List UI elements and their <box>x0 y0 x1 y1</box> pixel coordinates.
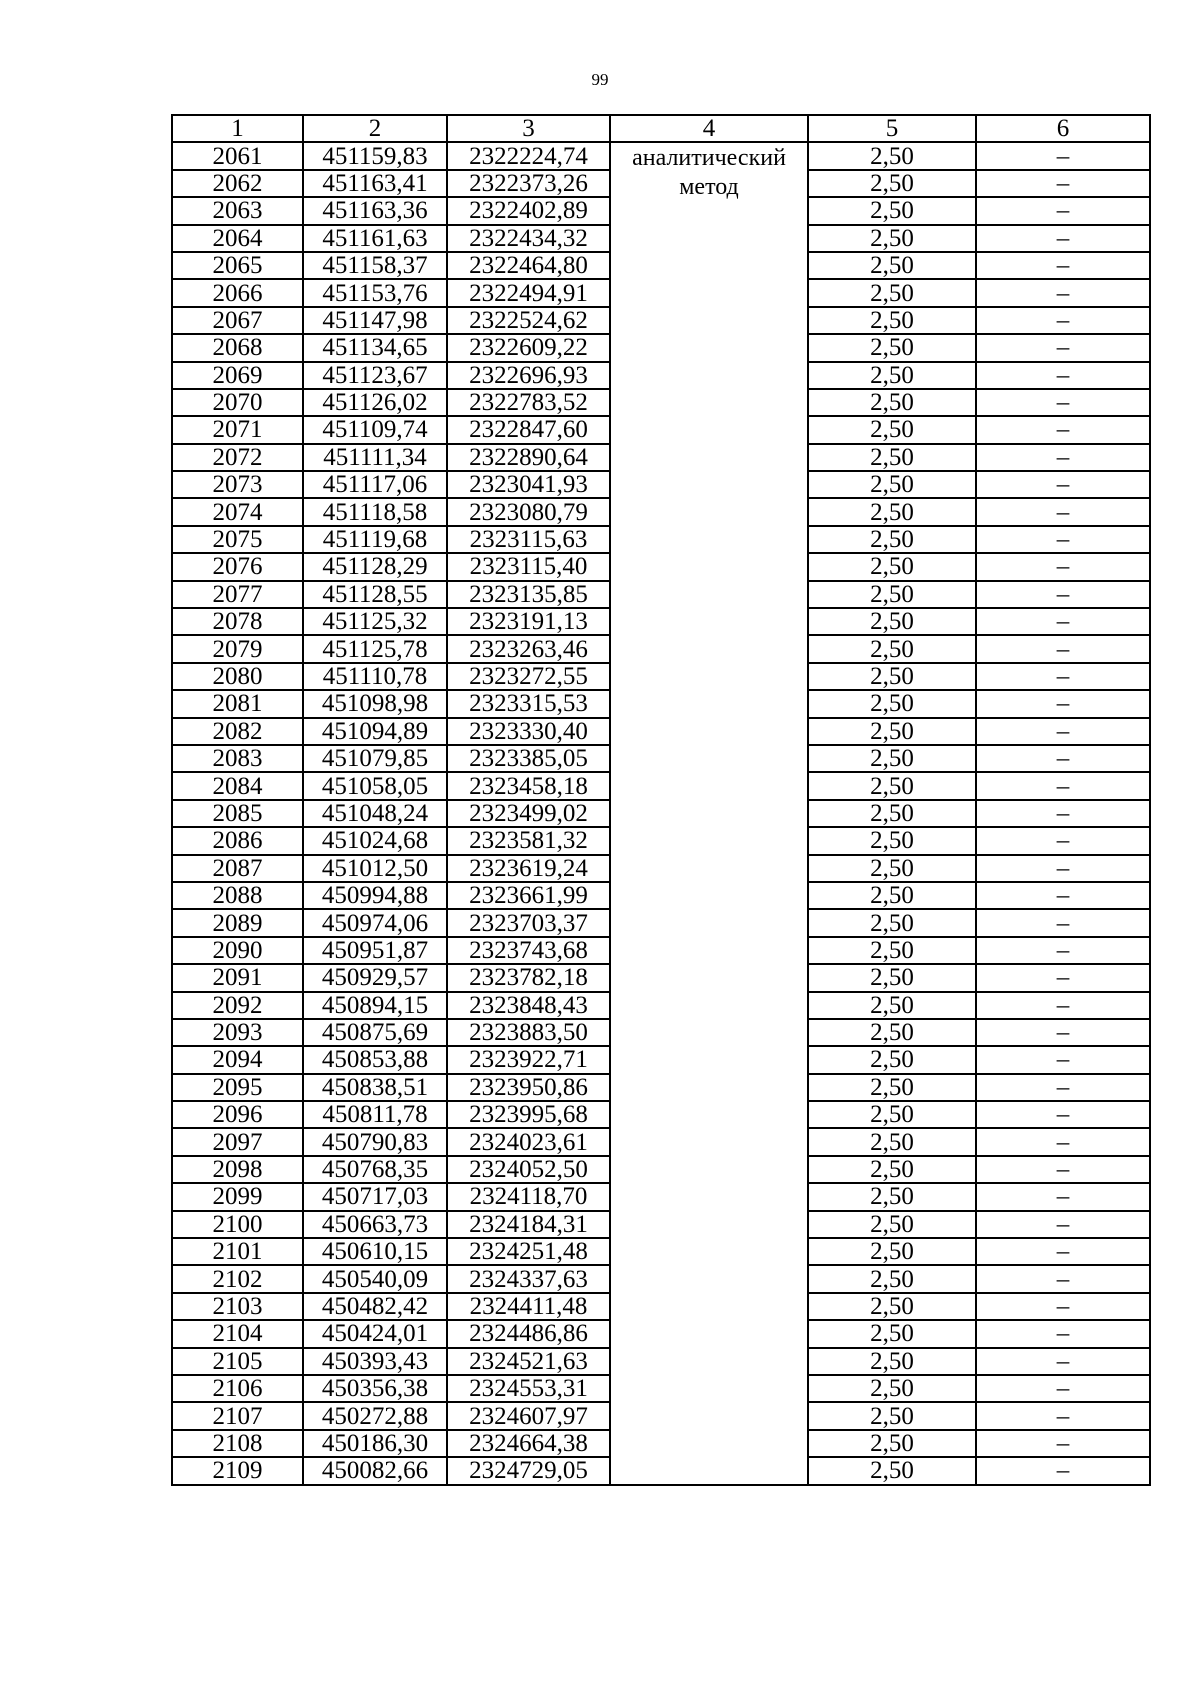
notes-cell: – <box>976 170 1150 197</box>
point-number-cell: 2068 <box>172 334 303 361</box>
notes-cell: – <box>976 827 1150 854</box>
notes-cell: – <box>976 718 1150 745</box>
point-number-cell: 2071 <box>172 416 303 443</box>
notes-cell: – <box>976 225 1150 252</box>
accuracy-cell: 2,50 <box>808 225 976 252</box>
x-coordinate-cell: 450186,30 <box>303 1430 447 1457</box>
point-number-cell: 2102 <box>172 1265 303 1292</box>
accuracy-cell: 2,50 <box>808 1101 976 1128</box>
accuracy-cell: 2,50 <box>808 1402 976 1429</box>
point-number-cell: 2097 <box>172 1128 303 1155</box>
accuracy-cell: 2,50 <box>808 1156 976 1183</box>
x-coordinate-cell: 450875,69 <box>303 1019 447 1046</box>
accuracy-cell: 2,50 <box>808 1430 976 1457</box>
point-number-cell: 2100 <box>172 1211 303 1238</box>
accuracy-cell: 2,50 <box>808 334 976 361</box>
x-coordinate-cell: 451125,78 <box>303 635 447 662</box>
x-coordinate-cell: 451128,29 <box>303 553 447 580</box>
point-number-cell: 2086 <box>172 827 303 854</box>
point-number-cell: 2099 <box>172 1183 303 1210</box>
y-coordinate-cell: 2324337,63 <box>447 1265 610 1292</box>
point-number-cell: 2074 <box>172 498 303 525</box>
accuracy-cell: 2,50 <box>808 362 976 389</box>
y-coordinate-cell: 2324251,48 <box>447 1238 610 1265</box>
notes-cell: – <box>976 1320 1150 1347</box>
accuracy-cell: 2,50 <box>808 608 976 635</box>
point-number-cell: 2087 <box>172 855 303 882</box>
accuracy-cell: 2,50 <box>808 416 976 443</box>
point-number-cell: 2091 <box>172 964 303 991</box>
x-coordinate-cell: 451110,78 <box>303 663 447 690</box>
y-coordinate-cell: 2324184,31 <box>447 1211 610 1238</box>
x-coordinate-cell: 451126,02 <box>303 389 447 416</box>
y-coordinate-cell: 2323263,46 <box>447 635 610 662</box>
accuracy-cell: 2,50 <box>808 909 976 936</box>
point-number-cell: 2108 <box>172 1430 303 1457</box>
x-coordinate-cell: 451109,74 <box>303 416 447 443</box>
point-number-cell: 2063 <box>172 197 303 224</box>
x-coordinate-cell: 450994,88 <box>303 882 447 909</box>
coordinates-table <box>171 114 1151 1486</box>
y-coordinate-cell: 2324521,63 <box>447 1348 610 1375</box>
notes-cell: – <box>976 800 1150 827</box>
notes-cell: – <box>976 1348 1150 1375</box>
notes-cell: – <box>976 142 1150 169</box>
accuracy-cell: 2,50 <box>808 1238 976 1265</box>
point-number-cell: 2080 <box>172 663 303 690</box>
accuracy-cell: 2,50 <box>808 1128 976 1155</box>
point-number-cell: 2066 <box>172 279 303 306</box>
x-coordinate-cell: 450424,01 <box>303 1320 447 1347</box>
notes-cell: – <box>976 498 1150 525</box>
notes-cell: – <box>976 635 1150 662</box>
accuracy-cell: 2,50 <box>808 252 976 279</box>
point-number-cell: 2067 <box>172 307 303 334</box>
point-number-cell: 2079 <box>172 635 303 662</box>
x-coordinate-cell: 450717,03 <box>303 1183 447 1210</box>
notes-cell: – <box>976 1156 1150 1183</box>
point-number-cell: 2061 <box>172 142 303 169</box>
accuracy-cell: 2,50 <box>808 635 976 662</box>
x-coordinate-cell: 450610,15 <box>303 1238 447 1265</box>
accuracy-cell: 2,50 <box>808 827 976 854</box>
point-number-cell: 2084 <box>172 772 303 799</box>
accuracy-cell: 2,50 <box>808 1019 976 1046</box>
accuracy-cell: 2,50 <box>808 745 976 772</box>
point-number-cell: 2069 <box>172 362 303 389</box>
notes-cell: – <box>976 1402 1150 1429</box>
point-number-cell: 2075 <box>172 526 303 553</box>
accuracy-cell: 2,50 <box>808 855 976 882</box>
accuracy-cell: 2,50 <box>808 307 976 334</box>
y-coordinate-cell: 2323499,02 <box>447 800 610 827</box>
accuracy-cell: 2,50 <box>808 663 976 690</box>
accuracy-cell: 2,50 <box>808 1348 976 1375</box>
y-coordinate-cell: 2323330,40 <box>447 718 610 745</box>
y-coordinate-cell: 2323115,40 <box>447 553 610 580</box>
y-coordinate-cell: 2323743,68 <box>447 937 610 964</box>
accuracy-cell: 2,50 <box>808 937 976 964</box>
y-coordinate-cell: 2322847,60 <box>447 416 610 443</box>
notes-cell: – <box>976 1046 1150 1073</box>
y-coordinate-cell: 2322402,89 <box>447 197 610 224</box>
point-number-cell: 2070 <box>172 389 303 416</box>
notes-cell: – <box>976 252 1150 279</box>
accuracy-cell: 2,50 <box>808 526 976 553</box>
notes-cell: – <box>976 772 1150 799</box>
accuracy-cell: 2,50 <box>808 772 976 799</box>
x-coordinate-cell: 451163,36 <box>303 197 447 224</box>
point-number-cell: 2065 <box>172 252 303 279</box>
y-coordinate-cell: 2322373,26 <box>447 170 610 197</box>
point-number-cell: 2089 <box>172 909 303 936</box>
x-coordinate-cell: 450082,66 <box>303 1457 447 1484</box>
x-coordinate-cell: 450768,35 <box>303 1156 447 1183</box>
notes-cell: – <box>976 1019 1150 1046</box>
notes-cell: – <box>976 1375 1150 1402</box>
point-number-cell: 2088 <box>172 882 303 909</box>
column-header-6: 6 <box>976 115 1150 142</box>
y-coordinate-cell: 2323041,93 <box>447 471 610 498</box>
y-coordinate-cell: 2322494,91 <box>447 279 610 306</box>
x-coordinate-cell: 450663,73 <box>303 1211 447 1238</box>
y-coordinate-cell: 2322609,22 <box>447 334 610 361</box>
y-coordinate-cell: 2324486,86 <box>447 1320 610 1347</box>
accuracy-cell: 2,50 <box>808 389 976 416</box>
notes-cell: – <box>976 964 1150 991</box>
y-coordinate-cell: 2322696,93 <box>447 362 610 389</box>
y-coordinate-cell: 2323385,05 <box>447 745 610 772</box>
point-number-cell: 2107 <box>172 1402 303 1429</box>
notes-cell: – <box>976 937 1150 964</box>
x-coordinate-cell: 451128,55 <box>303 581 447 608</box>
column-header-4: 4 <box>610 115 808 142</box>
notes-cell: – <box>976 444 1150 471</box>
x-coordinate-cell: 451058,05 <box>303 772 447 799</box>
y-coordinate-cell: 2323922,71 <box>447 1046 610 1073</box>
accuracy-cell: 2,50 <box>808 718 976 745</box>
y-coordinate-cell: 2323848,43 <box>447 992 610 1019</box>
y-coordinate-cell: 2324118,70 <box>447 1183 610 1210</box>
notes-cell: – <box>976 690 1150 717</box>
x-coordinate-cell: 451161,63 <box>303 225 447 252</box>
point-number-cell: 2106 <box>172 1375 303 1402</box>
y-coordinate-cell: 2323191,13 <box>447 608 610 635</box>
accuracy-cell: 2,50 <box>808 964 976 991</box>
accuracy-cell: 2,50 <box>808 1211 976 1238</box>
notes-cell: – <box>976 581 1150 608</box>
notes-cell: – <box>976 1293 1150 1320</box>
y-coordinate-cell: 2322783,52 <box>447 389 610 416</box>
y-coordinate-cell: 2323782,18 <box>447 964 610 991</box>
x-coordinate-cell: 451119,68 <box>303 526 447 553</box>
notes-cell: – <box>976 334 1150 361</box>
y-coordinate-cell: 2322434,32 <box>447 225 610 252</box>
y-coordinate-cell: 2324664,38 <box>447 1430 610 1457</box>
y-coordinate-cell: 2324023,61 <box>447 1128 610 1155</box>
notes-cell: – <box>976 992 1150 1019</box>
x-coordinate-cell: 450811,78 <box>303 1101 447 1128</box>
y-coordinate-cell: 2324607,97 <box>447 1402 610 1429</box>
y-coordinate-cell: 2323619,24 <box>447 855 610 882</box>
y-coordinate-cell: 2323883,50 <box>447 1019 610 1046</box>
accuracy-cell: 2,50 <box>808 992 976 1019</box>
accuracy-cell: 2,50 <box>808 882 976 909</box>
accuracy-cell: 2,50 <box>808 1183 976 1210</box>
x-coordinate-cell: 451153,76 <box>303 279 447 306</box>
y-coordinate-cell: 2323315,53 <box>447 690 610 717</box>
point-number-cell: 2072 <box>172 444 303 471</box>
column-header-3: 3 <box>447 115 610 142</box>
accuracy-cell: 2,50 <box>808 197 976 224</box>
x-coordinate-cell: 450482,42 <box>303 1293 447 1320</box>
accuracy-cell: 2,50 <box>808 1265 976 1292</box>
point-number-cell: 2109 <box>172 1457 303 1484</box>
notes-cell: – <box>976 526 1150 553</box>
table-body <box>172 142 1150 1484</box>
accuracy-cell: 2,50 <box>808 471 976 498</box>
y-coordinate-cell: 2322524,62 <box>447 307 610 334</box>
x-coordinate-cell: 450393,43 <box>303 1348 447 1375</box>
notes-cell: – <box>976 471 1150 498</box>
accuracy-cell: 2,50 <box>808 690 976 717</box>
notes-cell: – <box>976 416 1150 443</box>
accuracy-cell: 2,50 <box>808 1320 976 1347</box>
x-coordinate-cell: 450929,57 <box>303 964 447 991</box>
x-coordinate-cell: 451079,85 <box>303 745 447 772</box>
notes-cell: – <box>976 855 1150 882</box>
accuracy-cell: 2,50 <box>808 1293 976 1320</box>
notes-cell: – <box>976 1128 1150 1155</box>
y-coordinate-cell: 2323272,55 <box>447 663 610 690</box>
y-coordinate-cell: 2323080,79 <box>447 498 610 525</box>
x-coordinate-cell: 451134,65 <box>303 334 447 361</box>
point-number-cell: 2085 <box>172 800 303 827</box>
y-coordinate-cell: 2323135,85 <box>447 581 610 608</box>
table-row <box>172 142 1150 169</box>
x-coordinate-cell: 451117,06 <box>303 471 447 498</box>
column-header-1: 1 <box>172 115 303 142</box>
x-coordinate-cell: 450853,88 <box>303 1046 447 1073</box>
point-number-cell: 2077 <box>172 581 303 608</box>
point-number-cell: 2095 <box>172 1074 303 1101</box>
y-coordinate-cell: 2323703,37 <box>447 909 610 936</box>
point-number-cell: 2104 <box>172 1320 303 1347</box>
y-coordinate-cell: 2324411,48 <box>447 1293 610 1320</box>
y-coordinate-cell: 2323995,68 <box>447 1101 610 1128</box>
point-number-cell: 2073 <box>172 471 303 498</box>
x-coordinate-cell: 451159,83 <box>303 142 447 169</box>
x-coordinate-cell: 451158,37 <box>303 252 447 279</box>
point-number-cell: 2094 <box>172 1046 303 1073</box>
notes-cell: – <box>976 608 1150 635</box>
y-coordinate-cell: 2324729,05 <box>447 1457 610 1484</box>
accuracy-cell: 2,50 <box>808 1375 976 1402</box>
notes-cell: – <box>976 1430 1150 1457</box>
column-header-5: 5 <box>808 115 976 142</box>
notes-cell: – <box>976 362 1150 389</box>
y-coordinate-cell: 2323661,99 <box>447 882 610 909</box>
x-coordinate-cell: 450951,87 <box>303 937 447 964</box>
accuracy-cell: 2,50 <box>808 170 976 197</box>
y-coordinate-cell: 2324052,50 <box>447 1156 610 1183</box>
page-number: 99 <box>591 70 609 89</box>
notes-cell: – <box>976 1238 1150 1265</box>
notes-cell: – <box>976 279 1150 306</box>
point-number-cell: 2082 <box>172 718 303 745</box>
point-number-cell: 2101 <box>172 1238 303 1265</box>
point-number-cell: 2076 <box>172 553 303 580</box>
accuracy-cell: 2,50 <box>808 444 976 471</box>
point-number-cell: 2093 <box>172 1019 303 1046</box>
notes-cell: – <box>976 1183 1150 1210</box>
x-coordinate-cell: 450838,51 <box>303 1074 447 1101</box>
x-coordinate-cell: 451012,50 <box>303 855 447 882</box>
x-coordinate-cell: 450272,88 <box>303 1402 447 1429</box>
point-number-cell: 2105 <box>172 1348 303 1375</box>
y-coordinate-cell: 2323950,86 <box>447 1074 610 1101</box>
x-coordinate-cell: 450356,38 <box>303 1375 447 1402</box>
accuracy-cell: 2,50 <box>808 1457 976 1484</box>
notes-cell: – <box>976 882 1150 909</box>
y-coordinate-cell: 2323115,63 <box>447 526 610 553</box>
accuracy-cell: 2,50 <box>808 553 976 580</box>
point-number-cell: 2078 <box>172 608 303 635</box>
accuracy-cell: 2,50 <box>808 1074 976 1101</box>
y-coordinate-cell: 2322224,74 <box>447 142 610 169</box>
notes-cell: – <box>976 909 1150 936</box>
x-coordinate-cell: 450790,83 <box>303 1128 447 1155</box>
y-coordinate-cell: 2323581,32 <box>447 827 610 854</box>
x-coordinate-cell: 451163,41 <box>303 170 447 197</box>
notes-cell: – <box>976 1074 1150 1101</box>
y-coordinate-cell: 2322464,80 <box>447 252 610 279</box>
x-coordinate-cell: 451024,68 <box>303 827 447 854</box>
x-coordinate-cell: 451094,89 <box>303 718 447 745</box>
x-coordinate-cell: 451118,58 <box>303 498 447 525</box>
notes-cell: – <box>976 745 1150 772</box>
accuracy-cell: 2,50 <box>808 142 976 169</box>
notes-cell: – <box>976 197 1150 224</box>
y-coordinate-cell: 2323458,18 <box>447 772 610 799</box>
notes-cell: – <box>976 1457 1150 1484</box>
header-row <box>172 115 1150 142</box>
column-header-2: 2 <box>303 115 447 142</box>
x-coordinate-cell: 451098,98 <box>303 690 447 717</box>
accuracy-cell: 2,50 <box>808 800 976 827</box>
point-number-cell: 2096 <box>172 1101 303 1128</box>
y-coordinate-cell: 2324553,31 <box>447 1375 610 1402</box>
point-number-cell: 2062 <box>172 170 303 197</box>
x-coordinate-cell: 451123,67 <box>303 362 447 389</box>
accuracy-cell: 2,50 <box>808 279 976 306</box>
notes-cell: – <box>976 1211 1150 1238</box>
point-number-cell: 2098 <box>172 1156 303 1183</box>
notes-cell: – <box>976 389 1150 416</box>
accuracy-cell: 2,50 <box>808 581 976 608</box>
point-number-cell: 2090 <box>172 937 303 964</box>
notes-cell: – <box>976 663 1150 690</box>
notes-cell: – <box>976 553 1150 580</box>
y-coordinate-cell: 2322890,64 <box>447 444 610 471</box>
point-number-cell: 2083 <box>172 745 303 772</box>
method-cell: аналитический метод <box>610 142 808 1484</box>
point-number-cell: 2081 <box>172 690 303 717</box>
accuracy-cell: 2,50 <box>808 1046 976 1073</box>
accuracy-cell: 2,50 <box>808 498 976 525</box>
x-coordinate-cell: 451125,32 <box>303 608 447 635</box>
notes-cell: – <box>976 1265 1150 1292</box>
x-coordinate-cell: 450974,06 <box>303 909 447 936</box>
x-coordinate-cell: 451048,24 <box>303 800 447 827</box>
x-coordinate-cell: 450894,15 <box>303 992 447 1019</box>
notes-cell: – <box>976 307 1150 334</box>
point-number-cell: 2064 <box>172 225 303 252</box>
x-coordinate-cell: 451111,34 <box>303 444 447 471</box>
point-number-cell: 2092 <box>172 992 303 1019</box>
x-coordinate-cell: 450540,09 <box>303 1265 447 1292</box>
notes-cell: – <box>976 1101 1150 1128</box>
point-number-cell: 2103 <box>172 1293 303 1320</box>
x-coordinate-cell: 451147,98 <box>303 307 447 334</box>
